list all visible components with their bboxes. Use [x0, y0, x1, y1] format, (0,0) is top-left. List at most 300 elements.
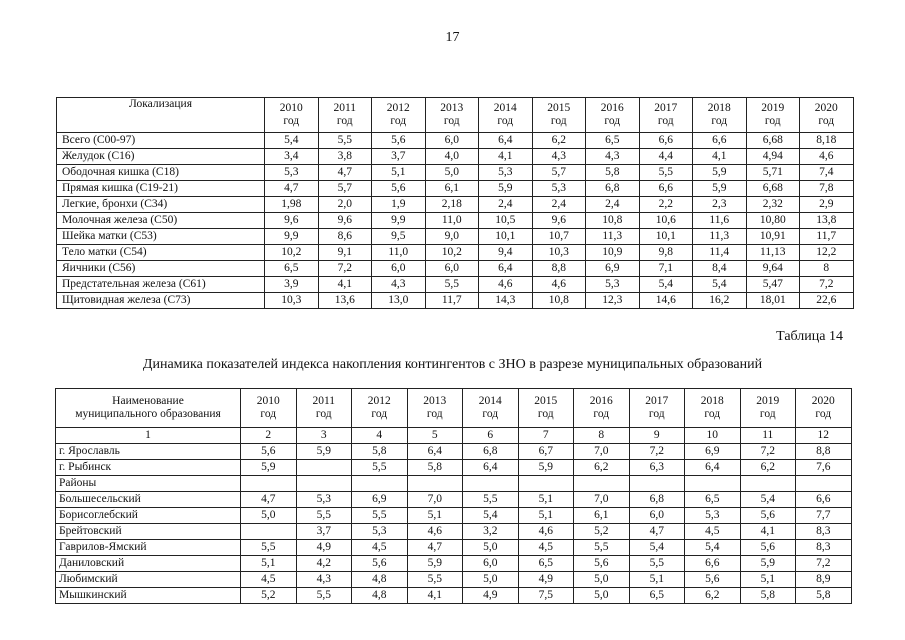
header-year-unit: год	[604, 115, 621, 127]
value-cell: 5,3	[685, 508, 741, 524]
header-year-unit: год	[764, 115, 781, 127]
value-cell: 7,8	[800, 181, 854, 197]
value-cell: 5,6	[574, 556, 630, 572]
value-cell: 6,4	[479, 261, 533, 277]
header-year-value: 2020	[814, 102, 838, 114]
header-year-unit: год	[390, 115, 407, 127]
value-cell	[574, 476, 630, 492]
value-cell: 6,0	[372, 261, 426, 277]
value-cell: 6,6	[693, 133, 747, 149]
value-cell: 6,8	[586, 181, 640, 197]
value-cell: 8,4	[693, 261, 747, 277]
row-label: Яичники (С56)	[57, 261, 265, 277]
value-cell: 2,9	[800, 197, 854, 213]
value-cell: 4,7	[629, 524, 685, 540]
header-year	[296, 389, 352, 428]
value-cell: 11,6	[693, 213, 747, 229]
value-cell: 10,1	[479, 229, 533, 245]
value-cell: 5,6	[372, 181, 426, 197]
header-year	[425, 98, 479, 133]
column-index-cell: 7	[518, 428, 574, 444]
value-cell: 6,68	[746, 133, 800, 149]
value-cell: 7,0	[574, 492, 630, 508]
row-label: Брейтовский	[56, 524, 241, 540]
header-year	[265, 98, 319, 133]
value-cell: 6,5	[518, 556, 574, 572]
value-cell: 4,3	[532, 149, 586, 165]
value-cell: 5,1	[241, 556, 297, 572]
header-municipality-line2: муниципального образования	[75, 408, 221, 420]
value-cell: 5,4	[693, 277, 747, 293]
value-cell: 5,5	[407, 572, 463, 588]
value-cell: 6,5	[265, 261, 319, 277]
value-cell: 8,9	[796, 572, 852, 588]
value-cell: 4,1	[693, 149, 747, 165]
value-cell: 6,6	[639, 181, 693, 197]
value-cell: 5,6	[685, 572, 741, 588]
row-label: Всего (С00-97)	[57, 133, 265, 149]
value-cell: 5,8	[407, 460, 463, 476]
value-cell: 5,8	[352, 444, 408, 460]
value-cell: 16,2	[693, 293, 747, 309]
localization-table	[56, 97, 854, 309]
value-cell: 5,5	[574, 540, 630, 556]
value-cell: 2,0	[318, 197, 372, 213]
header-year-value: 2013	[423, 395, 447, 407]
value-cell: 5,9	[693, 165, 747, 181]
value-cell: 6,0	[425, 133, 479, 149]
value-cell: 5,9	[241, 460, 297, 476]
header-year	[746, 98, 800, 133]
header-year	[740, 389, 796, 428]
table-row	[56, 540, 852, 556]
value-cell: 10,91	[746, 229, 800, 245]
value-cell: 4,1	[318, 277, 372, 293]
header-year-value: 2020	[811, 395, 835, 407]
value-cell: 5,8	[740, 588, 796, 604]
value-cell: 10,5	[479, 213, 533, 229]
header-year	[800, 98, 854, 133]
value-cell: 5,3	[296, 492, 352, 508]
value-cell: 13,8	[800, 213, 854, 229]
value-cell: 5,2	[241, 588, 297, 604]
value-cell: 5,9	[407, 556, 463, 572]
value-cell: 4,6	[532, 277, 586, 293]
value-cell: 5,3	[265, 165, 319, 181]
header-year	[372, 98, 426, 133]
value-cell: 5,0	[241, 508, 297, 524]
value-cell: 18,01	[746, 293, 800, 309]
column-index-cell: 4	[352, 428, 408, 444]
value-cell: 6,8	[629, 492, 685, 508]
value-cell	[518, 476, 574, 492]
value-cell: 3,7	[372, 149, 426, 165]
column-index-cell: 3	[296, 428, 352, 444]
value-cell: 5,6	[740, 540, 796, 556]
row-label: Тело матки (С54)	[57, 245, 265, 261]
table-row	[57, 277, 854, 293]
value-cell: 5,4	[629, 540, 685, 556]
header-year-value: 2018	[700, 395, 724, 407]
value-cell: 5,6	[740, 508, 796, 524]
column-index-cell: 6	[463, 428, 519, 444]
value-cell: 2,4	[479, 197, 533, 213]
value-cell: 5,6	[352, 556, 408, 572]
value-cell: 8,6	[318, 229, 372, 245]
row-label: Шейка матки (С53)	[57, 229, 265, 245]
page-number: 17	[445, 30, 460, 45]
value-cell: 4,7	[318, 165, 372, 181]
value-cell: 5,5	[352, 508, 408, 524]
value-cell	[463, 476, 519, 492]
value-cell: 10,80	[746, 213, 800, 229]
row-label: Районы	[56, 476, 241, 492]
row-label: Любимский	[56, 572, 241, 588]
value-cell: 7,2	[740, 444, 796, 460]
value-cell: 6,5	[586, 133, 640, 149]
value-cell: 11,0	[372, 245, 426, 261]
value-cell: 5,1	[407, 508, 463, 524]
value-cell: 5,5	[629, 556, 685, 572]
value-cell: 4,1	[479, 149, 533, 165]
value-cell: 5,5	[639, 165, 693, 181]
header-year-unit: год	[815, 408, 832, 420]
row-label: Молочная железа (С50)	[57, 213, 265, 229]
value-cell: 2,32	[746, 197, 800, 213]
column-index-cell: 1	[56, 428, 241, 444]
value-cell: 5,9	[479, 181, 533, 197]
value-cell: 4,8	[352, 572, 408, 588]
header-year-unit: год	[443, 115, 460, 127]
header-year-value: 2017	[654, 102, 678, 114]
value-cell: 14,6	[639, 293, 693, 309]
value-cell: 4,5	[685, 524, 741, 540]
row-label: Желудок (С16)	[57, 149, 265, 165]
value-cell: 6,6	[796, 492, 852, 508]
row-label: Легкие, бронхи (С34)	[57, 197, 265, 213]
value-cell: 5,4	[639, 277, 693, 293]
value-cell	[740, 476, 796, 492]
value-cell: 4,3	[586, 149, 640, 165]
row-label: Борисоглебский	[56, 508, 241, 524]
value-cell: 5,9	[740, 556, 796, 572]
row-label: Предстательная железа (С61)	[57, 277, 265, 293]
header-year	[352, 389, 408, 428]
value-cell: 4,3	[372, 277, 426, 293]
value-cell: 9,9	[265, 229, 319, 245]
header-year-value: 2015	[534, 395, 558, 407]
value-cell: 6,7	[518, 444, 574, 460]
value-cell: 6,2	[574, 460, 630, 476]
value-cell: 10,8	[586, 213, 640, 229]
column-index-cell: 11	[740, 428, 796, 444]
value-cell: 8,18	[800, 133, 854, 149]
value-cell: 5,3	[532, 181, 586, 197]
value-cell: 6,4	[685, 460, 741, 476]
table-caption-label: Таблица 14	[776, 329, 843, 344]
header-year-unit: год	[482, 408, 499, 420]
header-year	[479, 98, 533, 133]
value-cell: 5,6	[372, 133, 426, 149]
header-year-value: 2011	[333, 102, 357, 114]
value-cell: 6,1	[574, 508, 630, 524]
value-cell: 4,1	[740, 524, 796, 540]
value-cell: 5,1	[518, 508, 574, 524]
column-index-cell: 2	[241, 428, 297, 444]
row-label: г. Ярославль	[56, 444, 241, 460]
value-cell: 4,9	[463, 588, 519, 604]
table-caption-title: Динамика показателей индекса накопления контингентов с ЗНО в разрезе муниципальных образований	[142, 357, 763, 372]
value-cell: 6,9	[352, 492, 408, 508]
value-cell: 6,5	[629, 588, 685, 604]
value-cell: 6,9	[685, 444, 741, 460]
header-year	[685, 389, 741, 428]
value-cell: 6,1	[425, 181, 479, 197]
table-row	[57, 245, 854, 261]
header-year-unit: год	[648, 408, 665, 420]
table-row	[57, 213, 854, 229]
table-row	[56, 588, 852, 604]
value-cell: 11,7	[800, 229, 854, 245]
header-year-unit: год	[260, 408, 277, 420]
value-cell: 6,2	[685, 588, 741, 604]
value-cell: 6,6	[685, 556, 741, 572]
value-cell: 6,2	[740, 460, 796, 476]
value-cell: 13,0	[372, 293, 426, 309]
value-cell: 4,5	[518, 540, 574, 556]
value-cell: 10,9	[586, 245, 640, 261]
value-cell	[352, 476, 408, 492]
value-cell: 3,2	[463, 524, 519, 540]
value-cell: 9,5	[372, 229, 426, 245]
value-cell: 8	[800, 261, 854, 277]
header-year-value: 2016	[600, 102, 624, 114]
table-header-row	[56, 389, 852, 428]
value-cell: 5,1	[518, 492, 574, 508]
table-row	[57, 293, 854, 309]
header-year-unit: год	[537, 408, 554, 420]
value-cell: 5,8	[586, 165, 640, 181]
header-year	[318, 98, 372, 133]
header-year-value: 2014	[493, 102, 517, 114]
header-year-unit: год	[704, 408, 721, 420]
table-row	[57, 133, 854, 149]
table-row	[56, 476, 852, 492]
value-cell: 5,9	[518, 460, 574, 476]
value-cell: 6,3	[629, 460, 685, 476]
value-cell: 5,8	[796, 588, 852, 604]
row-label: Гаврилов-Ямский	[56, 540, 241, 556]
column-index-row	[56, 428, 852, 444]
header-year-value: 2014	[478, 395, 502, 407]
header-year-unit: год	[426, 408, 443, 420]
value-cell: 5,5	[296, 508, 352, 524]
value-cell: 6,0	[425, 261, 479, 277]
header-year-value: 2016	[589, 395, 613, 407]
table-row	[57, 181, 854, 197]
table-row	[57, 229, 854, 245]
header-year-value: 2012	[367, 395, 391, 407]
value-cell: 4,6	[407, 524, 463, 540]
value-cell: 10,6	[639, 213, 693, 229]
header-year-unit: год	[759, 408, 776, 420]
value-cell: 6,6	[639, 133, 693, 149]
value-cell: 6,5	[685, 492, 741, 508]
value-cell: 10,3	[532, 245, 586, 261]
value-cell: 7,6	[796, 460, 852, 476]
value-cell: 4,0	[425, 149, 479, 165]
municipal-table	[55, 388, 852, 604]
value-cell: 7,4	[800, 165, 854, 181]
value-cell	[629, 476, 685, 492]
value-cell: 5,7	[532, 165, 586, 181]
value-cell: 8,3	[796, 524, 852, 540]
value-cell: 4,9	[296, 540, 352, 556]
value-cell: 7,0	[574, 444, 630, 460]
value-cell: 4,5	[352, 540, 408, 556]
value-cell	[685, 476, 741, 492]
value-cell: 5,0	[463, 540, 519, 556]
value-cell: 9,6	[532, 213, 586, 229]
value-cell: 5,1	[629, 572, 685, 588]
value-cell: 7,2	[318, 261, 372, 277]
value-cell: 5,0	[574, 572, 630, 588]
header-year-value: 2017	[645, 395, 669, 407]
row-label: Ободочная кишка (С18)	[57, 165, 265, 181]
value-cell: 10,2	[425, 245, 479, 261]
value-cell: 2,4	[586, 197, 640, 213]
header-year-value: 2010	[256, 395, 280, 407]
header-year	[463, 389, 519, 428]
header-year-unit: год	[336, 115, 353, 127]
value-cell: 12,2	[800, 245, 854, 261]
table-row	[56, 524, 852, 540]
value-cell: 6,2	[532, 133, 586, 149]
value-cell: 1,9	[372, 197, 426, 213]
header-year-value: 2015	[547, 102, 571, 114]
table-row	[56, 572, 852, 588]
value-cell: 4,7	[407, 540, 463, 556]
value-cell: 5,0	[425, 165, 479, 181]
value-cell: 5,5	[296, 588, 352, 604]
value-cell: 4,6	[479, 277, 533, 293]
value-cell: 5,9	[296, 444, 352, 460]
table-row	[56, 460, 852, 476]
value-cell: 9,6	[265, 213, 319, 229]
value-cell: 3,9	[265, 277, 319, 293]
value-cell: 5,4	[463, 508, 519, 524]
value-cell: 9,8	[639, 245, 693, 261]
value-cell: 6,68	[746, 181, 800, 197]
header-localization: Локализация	[57, 98, 265, 133]
table-row	[56, 508, 852, 524]
column-index-cell: 9	[629, 428, 685, 444]
header-year-value: 2011	[312, 395, 336, 407]
value-cell: 2,18	[425, 197, 479, 213]
value-cell: 10,7	[532, 229, 586, 245]
value-cell: 4,7	[265, 181, 319, 197]
value-cell	[296, 476, 352, 492]
value-cell: 10,8	[532, 293, 586, 309]
table-row	[56, 444, 852, 460]
value-cell: 11,3	[693, 229, 747, 245]
header-year-value: 2018	[707, 102, 731, 114]
value-cell: 7,2	[796, 556, 852, 572]
value-cell: 9,1	[318, 245, 372, 261]
value-cell: 5,5	[352, 460, 408, 476]
row-label: Щитовидная железа (С73)	[57, 293, 265, 309]
row-label: Мышкинский	[56, 588, 241, 604]
row-label: Даниловский	[56, 556, 241, 572]
value-cell: 5,5	[241, 540, 297, 556]
value-cell: 6,4	[479, 133, 533, 149]
header-year-unit: год	[593, 408, 610, 420]
value-cell: 6,4	[407, 444, 463, 460]
value-cell: 7,1	[639, 261, 693, 277]
value-cell: 9,64	[746, 261, 800, 277]
value-cell: 5,9	[693, 181, 747, 197]
value-cell: 4,5	[241, 572, 297, 588]
header-year-value: 2010	[279, 102, 303, 114]
value-cell: 4,2	[296, 556, 352, 572]
value-cell: 6,4	[463, 460, 519, 476]
value-cell: 6,9	[586, 261, 640, 277]
value-cell: 5,7	[318, 181, 372, 197]
value-cell: 4,3	[296, 572, 352, 588]
value-cell	[241, 476, 297, 492]
value-cell: 6,8	[463, 444, 519, 460]
value-cell: 5,5	[463, 492, 519, 508]
value-cell: 5,2	[574, 524, 630, 540]
value-cell: 7,2	[800, 277, 854, 293]
value-cell: 2,4	[532, 197, 586, 213]
value-cell: 7,5	[518, 588, 574, 604]
header-year	[518, 389, 574, 428]
header-year	[796, 389, 852, 428]
value-cell: 9,6	[318, 213, 372, 229]
value-cell: 11,13	[746, 245, 800, 261]
row-label: Большесельский	[56, 492, 241, 508]
header-year-unit: год	[657, 115, 674, 127]
header-year	[639, 98, 693, 133]
value-cell: 5,4	[740, 492, 796, 508]
column-index-cell: 10	[685, 428, 741, 444]
header-year	[574, 389, 630, 428]
value-cell: 9,0	[425, 229, 479, 245]
header-year-unit: год	[497, 115, 514, 127]
value-cell: 8,8	[532, 261, 586, 277]
value-cell: 3,7	[296, 524, 352, 540]
table-row	[56, 556, 852, 572]
column-index-cell: 12	[796, 428, 852, 444]
value-cell	[796, 476, 852, 492]
header-year-unit: год	[711, 115, 728, 127]
value-cell: 5,1	[740, 572, 796, 588]
table-row	[57, 165, 854, 181]
value-cell: 11,3	[586, 229, 640, 245]
header-year	[629, 389, 685, 428]
value-cell: 7,0	[407, 492, 463, 508]
header-year-value: 2013	[440, 102, 464, 114]
value-cell: 5,3	[479, 165, 533, 181]
value-cell: 5,0	[463, 572, 519, 588]
value-cell: 10,2	[265, 245, 319, 261]
value-cell: 11,4	[693, 245, 747, 261]
value-cell	[241, 524, 297, 540]
header-year	[693, 98, 747, 133]
header-year-unit: год	[315, 408, 332, 420]
value-cell: 4,1	[407, 588, 463, 604]
